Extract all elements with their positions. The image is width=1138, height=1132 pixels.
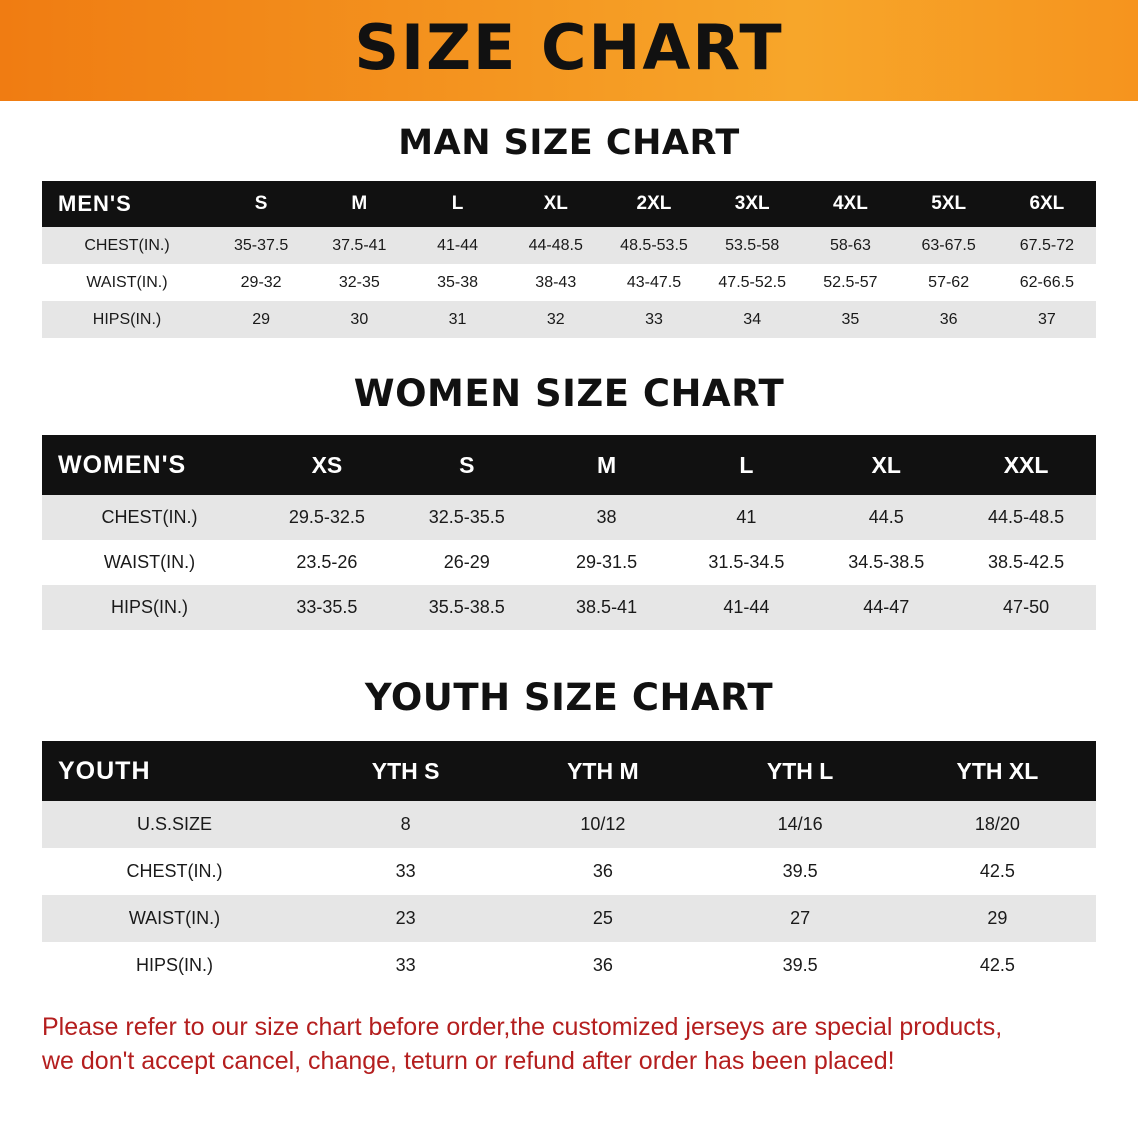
- table-cell: 52.5-57: [801, 264, 899, 301]
- table-cell: 29: [899, 895, 1096, 942]
- youth-col-header: YTH L: [702, 741, 899, 801]
- table-cell: 57-62: [900, 264, 998, 301]
- table-cell: 42.5: [899, 848, 1096, 895]
- row-label: HIPS(IN.): [42, 942, 307, 989]
- table-cell: 34.5-38.5: [816, 540, 956, 585]
- table-row: [42, 848, 1096, 895]
- row-label: WAIST(IN.): [42, 264, 212, 301]
- man-corner-label: MEN'S: [42, 181, 212, 227]
- man-col-header: 3XL: [703, 181, 801, 227]
- table-cell: 35: [801, 301, 899, 338]
- table-cell: 29-32: [212, 264, 310, 301]
- women-col-header: XXL: [956, 435, 1096, 495]
- youth-corner-label: YOUTH: [42, 741, 307, 801]
- table-cell: 62-66.5: [998, 264, 1096, 301]
- table-cell: 44.5-48.5: [956, 495, 1096, 540]
- row-label: WAIST(IN.): [42, 540, 257, 585]
- table-row: [42, 585, 1096, 630]
- table-cell: 58-63: [801, 227, 899, 264]
- table-cell: 32: [507, 301, 605, 338]
- women-section-title: WOMEN SIZE CHART: [353, 372, 785, 415]
- table-cell: 47-50: [956, 585, 1096, 630]
- policy-note-line-2: we don't accept cancel, change, teturn or refund after order has been placed!: [42, 1046, 895, 1075]
- table-cell: 38-43: [507, 264, 605, 301]
- table-cell: 48.5-53.5: [605, 227, 703, 264]
- table-cell: 32.5-35.5: [397, 495, 537, 540]
- youth-size-table: [42, 741, 1096, 989]
- table-cell: 31: [408, 301, 506, 338]
- table-row: [42, 540, 1096, 585]
- table-cell: 25: [504, 895, 701, 942]
- man-col-header: S: [212, 181, 310, 227]
- table-cell: 18/20: [899, 801, 1096, 848]
- table-cell: 36: [504, 942, 701, 989]
- table-row: [42, 264, 1096, 301]
- table-cell: 35.5-38.5: [397, 585, 537, 630]
- table-cell: 47.5-52.5: [703, 264, 801, 301]
- table-cell: 23.5-26: [257, 540, 397, 585]
- table-cell: 38: [537, 495, 677, 540]
- table-cell: 29-31.5: [537, 540, 677, 585]
- row-label: CHEST(IN.): [42, 495, 257, 540]
- table-cell: 67.5-72: [998, 227, 1096, 264]
- row-label: U.S.SIZE: [42, 801, 307, 848]
- women-col-header: M: [537, 435, 677, 495]
- table-cell: 44.5: [816, 495, 956, 540]
- table-row: [42, 301, 1096, 338]
- man-table-head: [42, 181, 1096, 227]
- women-col-header: XS: [257, 435, 397, 495]
- women-corner-label: WOMEN'S: [42, 435, 257, 495]
- table-row: [42, 495, 1096, 540]
- table-cell: 10/12: [504, 801, 701, 848]
- page-title: SIZE CHART: [354, 10, 784, 84]
- table-cell: 26-29: [397, 540, 537, 585]
- table-cell: 37.5-41: [310, 227, 408, 264]
- table-row: [42, 801, 1096, 848]
- table-cell: 29.5-32.5: [257, 495, 397, 540]
- women-col-header: L: [676, 435, 816, 495]
- policy-note-line-1: Please refer to our size chart before order,the customized jerseys are special products,: [42, 1013, 1003, 1041]
- man-size-table: [42, 181, 1096, 338]
- table-row: [42, 942, 1096, 989]
- man-col-header: M: [310, 181, 408, 227]
- table-cell: 53.5-58: [703, 227, 801, 264]
- man-table-wrap: [0, 181, 1138, 338]
- youth-col-header: YTH M: [504, 741, 701, 801]
- women-table-body: [42, 495, 1096, 630]
- table-cell: 63-67.5: [900, 227, 998, 264]
- table-cell: 35-38: [408, 264, 506, 301]
- man-table-body: [42, 227, 1096, 338]
- youth-col-header: YTH XL: [899, 741, 1096, 801]
- table-header-row: [42, 181, 1096, 227]
- youth-table-wrap: [0, 741, 1138, 989]
- table-row: [42, 895, 1096, 942]
- table-header-row: [42, 741, 1096, 801]
- table-cell: 31.5-34.5: [676, 540, 816, 585]
- row-label: HIPS(IN.): [42, 585, 257, 630]
- man-col-header: XL: [507, 181, 605, 227]
- table-cell: 37: [998, 301, 1096, 338]
- youth-table-head: [42, 741, 1096, 801]
- table-cell: 29: [212, 301, 310, 338]
- table-cell: 44-48.5: [507, 227, 605, 264]
- table-cell: 8: [307, 801, 504, 848]
- table-cell: 23: [307, 895, 504, 942]
- table-cell: 30: [310, 301, 408, 338]
- women-table-head: [42, 435, 1096, 495]
- table-header-row: [42, 435, 1096, 495]
- row-label: WAIST(IN.): [42, 895, 307, 942]
- table-cell: 27: [702, 895, 899, 942]
- youth-col-header: YTH S: [307, 741, 504, 801]
- table-cell: 33: [307, 942, 504, 989]
- man-col-header: L: [408, 181, 506, 227]
- table-cell: 43-47.5: [605, 264, 703, 301]
- table-cell: 33: [605, 301, 703, 338]
- youth-section-title: YOUTH SIZE CHART: [364, 676, 774, 719]
- policy-note: [0, 989, 1138, 1079]
- table-cell: 36: [504, 848, 701, 895]
- table-cell: 32-35: [310, 264, 408, 301]
- table-cell: 14/16: [702, 801, 899, 848]
- table-cell: 41-44: [676, 585, 816, 630]
- man-section-title: MAN SIZE CHART: [398, 123, 740, 163]
- table-cell: 35-37.5: [212, 227, 310, 264]
- women-col-header: XL: [816, 435, 956, 495]
- women-col-header: S: [397, 435, 537, 495]
- man-col-header: 6XL: [998, 181, 1096, 227]
- table-cell: 42.5: [899, 942, 1096, 989]
- youth-table-body: [42, 801, 1096, 989]
- table-cell: 44-47: [816, 585, 956, 630]
- table-cell: 41: [676, 495, 816, 540]
- table-cell: 36: [900, 301, 998, 338]
- man-col-header: 5XL: [900, 181, 998, 227]
- man-col-header: 4XL: [801, 181, 899, 227]
- table-cell: 38.5-42.5: [956, 540, 1096, 585]
- man-col-header: 2XL: [605, 181, 703, 227]
- table-row: [42, 227, 1096, 264]
- row-label: CHEST(IN.): [42, 227, 212, 264]
- table-cell: 33-35.5: [257, 585, 397, 630]
- table-cell: 38.5-41: [537, 585, 677, 630]
- women-size-table: [42, 435, 1096, 630]
- table-cell: 39.5: [702, 942, 899, 989]
- table-cell: 34: [703, 301, 801, 338]
- table-cell: 41-44: [408, 227, 506, 264]
- row-label: CHEST(IN.): [42, 848, 307, 895]
- table-cell: 33: [307, 848, 504, 895]
- women-table-wrap: [0, 435, 1138, 630]
- table-cell: 39.5: [702, 848, 899, 895]
- row-label: HIPS(IN.): [42, 301, 212, 338]
- header-banner: [0, 0, 1138, 101]
